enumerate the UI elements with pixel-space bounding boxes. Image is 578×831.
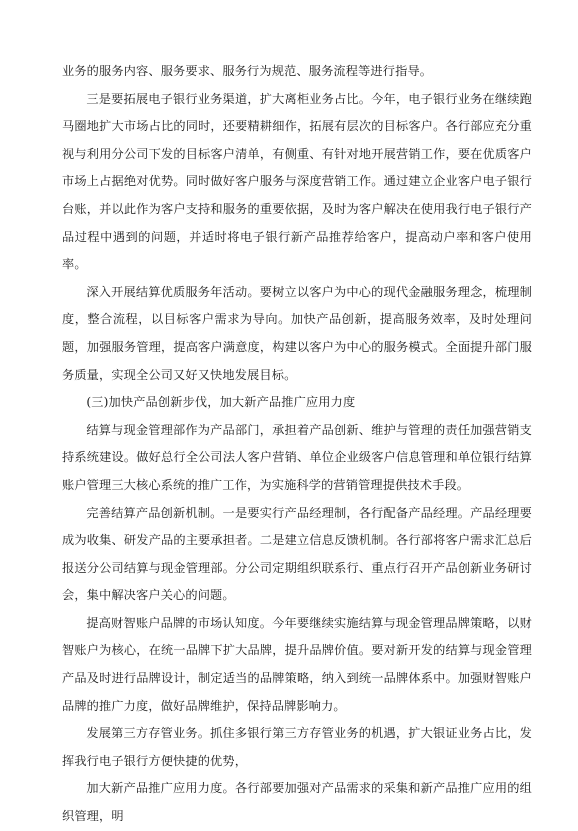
paragraph-third-party: 发展第三方存管业务。抓住多银行第三方存管业务的机遇，扩大银证业务占比，发挥我行电子银行方便快捷的优势， bbox=[62, 726, 532, 768]
paragraph-promotion: 加大新产品推广应用力度。各行部要加强对产品需求的采集和新产品推广应用的组织管理，明 bbox=[62, 781, 532, 824]
paragraph-innovation: 完善结算产品创新机制。一是要实行产品经理制，各行配备产品经理。产品经理要成为收集、研发产品的主要承担者。二是建立信息反馈机制。各行部将客户需求汇总后报送分公司结算与现金管理部。分公司定期组织联系行、重点行召开产品创新业务研讨会，集中解决客户关心的问题。 bbox=[62, 505, 532, 603]
paragraph-product-dept: 结算与现金管理部作为产品部门，承担着产品创新、维护与管理的责任加强营销支持系统建设。做好总行全公司法人客户营销、单位企业级客户信息管理和单位银行结算账户管理三大核心系统的推广工作，为实施科学的营销管理提供技术手段。 bbox=[62, 422, 532, 492]
paragraph-continuation: 业务的服务内容、服务要求、服务行为规范、服务流程等进行指导。 bbox=[62, 64, 433, 78]
paragraph-ebanking-channel: 三是要拓展电子银行业务渠道，扩大离柜业务占比。今年，电子银行业务在继续跑马圈地扩大市场占比的同时，还要精耕细作，拓展有层次的目标客户。各行部应充分重视与利用分公司下发的目标客户清单，有侧重、有针对地开展营销工作，要在优质客户市场上占据绝对优势。同时做好客户服务与深度营销工作。通过建立企业客户电子银行台账，并以此作为客户支持和服务的重要依据，及时为客户解决在使用我行电子银行产品过程中遇到的问题，并适时将电子银行新产品推荐给客户，提高动户率和客户使用率。 bbox=[62, 91, 532, 272]
paragraph-brand: 提高财智账户品牌的市场认知度。今年要继续实施结算与现金管理品牌策略，以财智账户为核心，在统一品牌下扩大品牌，提升品牌价值。要对新开发的结算与现金管理产品及时进行品牌设计，制定适当的品牌策略，纳入到统一品牌体系中。加强财智账户品牌的推广力度，做好品牌维护，保持品牌影响力。 bbox=[62, 615, 532, 713]
section-heading-3: (三)加快产品创新步伐，加大新产品推广应用力度 bbox=[86, 395, 356, 410]
paragraph-service-year: 深入开展结算优质服务年活动。要树立以客户为中心的现代金融服务理念，梳理制度，整合流程，以目标客户需求为导向。加快产品创新，提高服务效率，及时处理问题，加强服务管理，提高客户满意度，构建以客户为中心的服务模式。全面提升部门服务质量，实现全公司又好又快地发展目标。 bbox=[62, 284, 532, 382]
